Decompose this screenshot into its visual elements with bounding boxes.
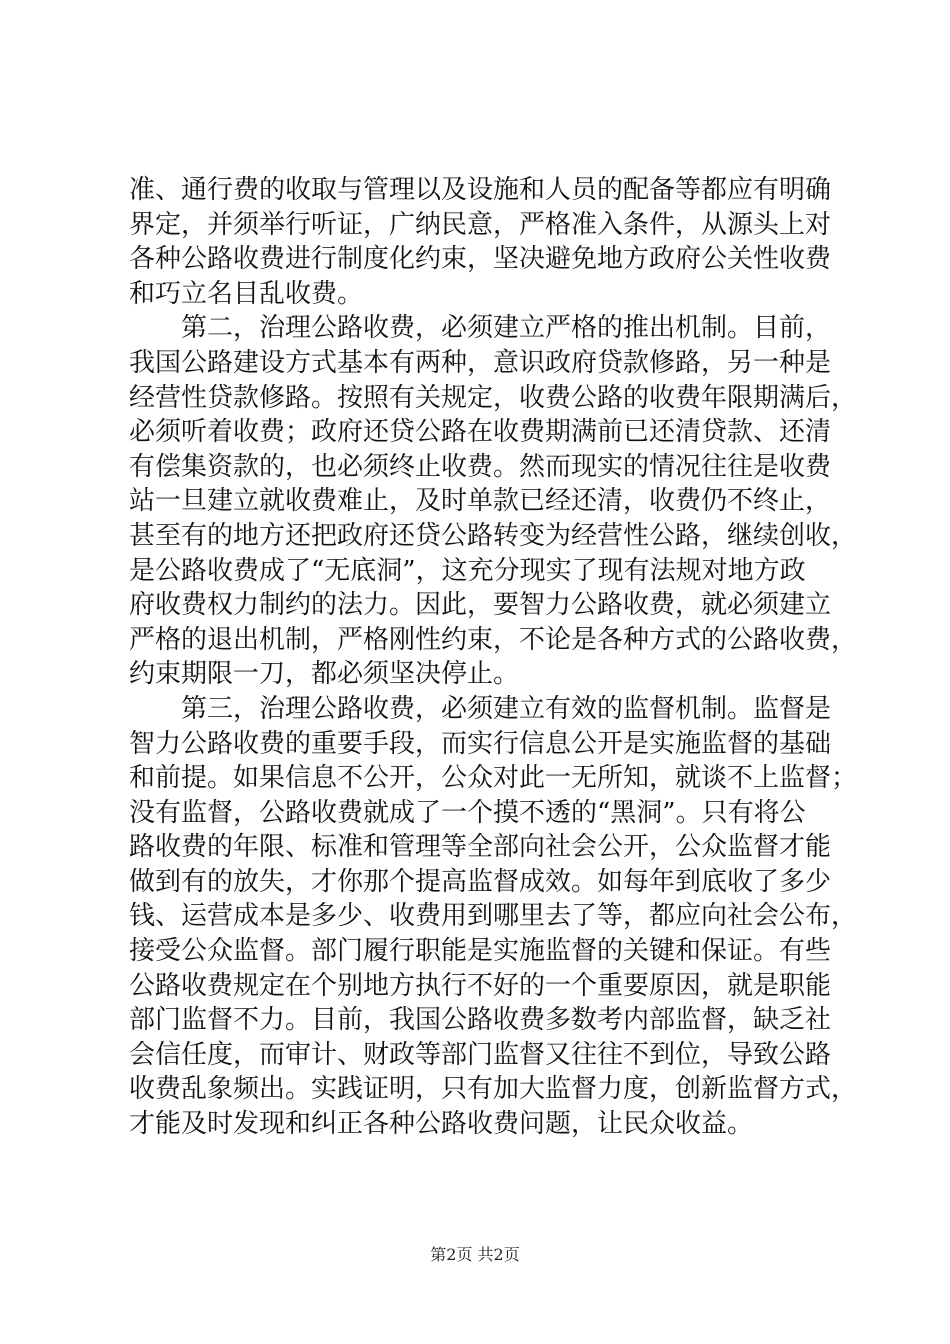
text-line: 界定，并须举行听证，广纳民意，严格准入条件，从源头上对 [129,209,832,240]
text-line: 部门监督不力。目前，我国公路收费多数考内部监督，缺乏社 [129,1005,832,1036]
text-line: 第二，治理公路收费，必须建立严格的推出机制。目前， [129,313,832,344]
text-line: 公路收费规定在个别地方执行不好的一个重要原因，就是职能 [129,970,832,1001]
text-line: 府收费权力制约的法力。因此，要智力公路收费，就必须建立 [129,590,832,621]
text-line: 严格的退出机制，严格刚性约束，不论是各种方式的公路收费， [129,624,858,655]
text-line: 各种公路收费进行制度化约束，坚决避免地方政府公关性收费 [129,244,832,275]
document-body [129,173,858,1142]
text-line: 有偿集资款的，也必须终止收费。然而现实的情况往往是收费 [129,451,832,482]
text-line: 我国公路建设方式基本有两种，意识政府贷款修路，另一种是 [129,347,832,378]
page-number-footer: 第2页 共2页 [430,1245,520,1264]
text-line: 会信任度，而审计、财政等部门监督又往往不到位，导致公路 [129,1039,832,1070]
text-line: 是公路收费成了“无底洞”，这充分现实了现有法规对地方政 [129,555,806,586]
text-line: 约束期限一刀，都必须坚决停止。 [129,659,520,690]
text-line: 经营性贷款修路。按照有关规定，收费公路的收费年限期满后， [129,382,858,413]
text-line: 收费乱象频出。实践证明，只有加大监督力度，创新监督方式， [129,1074,858,1105]
text-line: 做到有的放失，才你那个提高监督成效。如每年到底收了多少 [129,866,832,897]
text-line: 才能及时发现和纠正各种公路收费问题，让民众收益。 [129,1109,754,1140]
text-line: 和前提。如果信息不公开，公众对此一无所知，就谈不上监督； [129,763,858,794]
text-line: 第三，治理公路收费，必须建立有效的监督机制。监督是 [129,693,832,724]
text-line: 和巧立名目乱收费。 [129,278,364,309]
text-line: 准、通行费的收取与管理以及设施和人员的配备等都应有明确 [129,175,832,205]
text-line: 必须听着收费；政府还贷公路在收费期满前已还清贷款、还清 [129,417,832,448]
text-line: 没有监督，公路收费就成了一个摸不透的“黑洞”。只有将公 [129,797,806,828]
text-line: 路收费的年限、标准和管理等全部向社会公开，公众监督才能 [129,832,832,863]
text-line: 甚至有的地方还把政府还贷公路转变为经营性公路，继续创收， [129,520,858,551]
text-line: 接受公众监督。部门履行职能是实施监督的关键和保证。有些 [129,936,832,967]
text-line: 智力公路收费的重要手段，而实行信息公开是实施监督的基础 [129,728,832,759]
text-line: 钱、运营成本是多少、收费用到哪里去了等，都应向社会公布， [129,901,858,932]
text-line: 站一旦建立就收费难止，及时单款已经还清，收费仍不终止， [129,486,832,517]
